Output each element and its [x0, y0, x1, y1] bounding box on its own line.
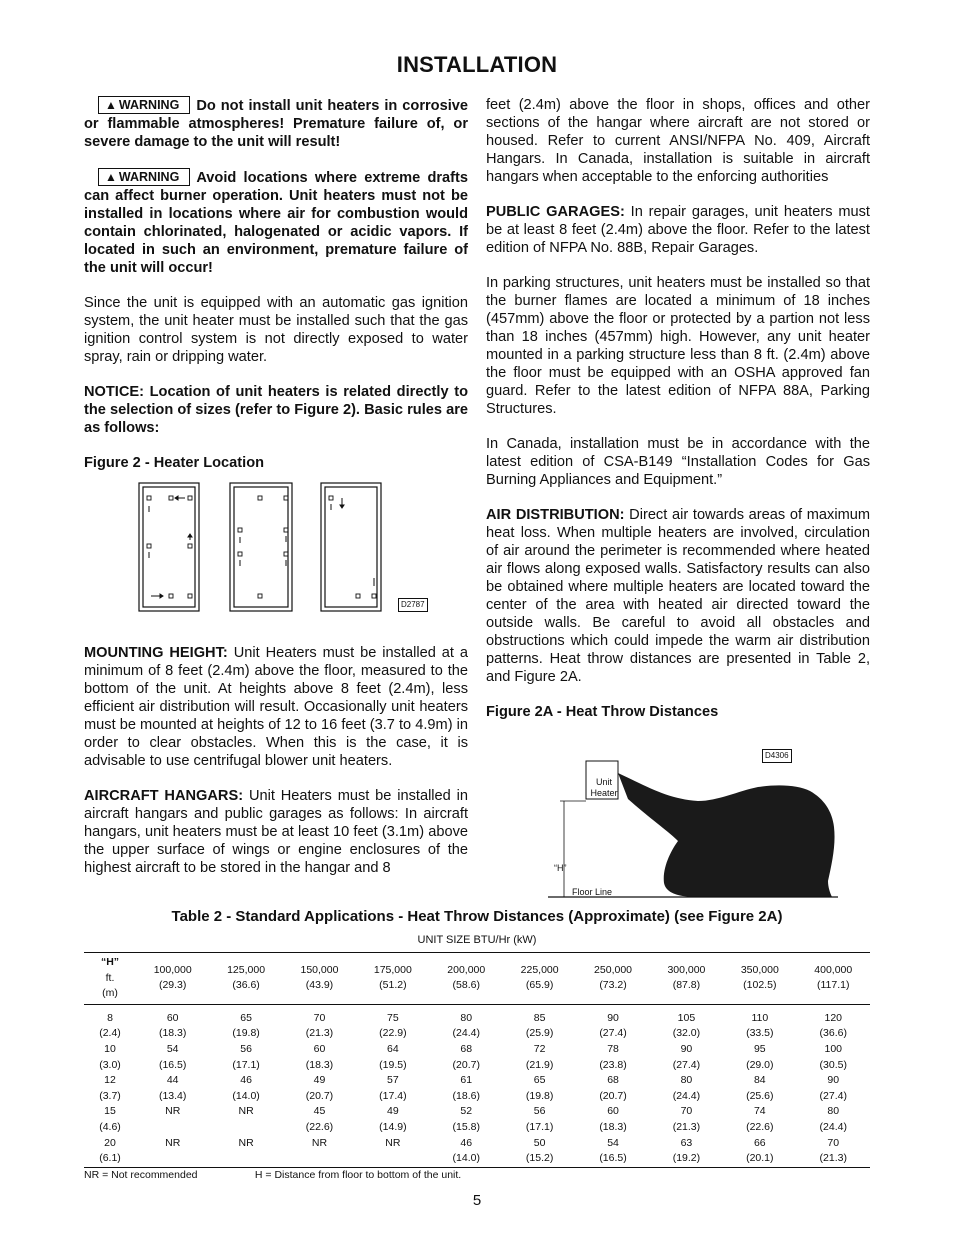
cell-distance-ft: NR	[238, 1136, 254, 1149]
canada-paragraph: In Canada, installation must be in accordance with the latest edition of CSA-B149 “Installation Codes for Gas Burning Appliances and Equipment.”	[486, 436, 870, 488]
table-row	[84, 1073, 870, 1089]
cell-distance-ft: 49	[313, 1074, 326, 1087]
warning-triangle-icon: ▲	[105, 170, 117, 184]
table-body	[84, 1004, 870, 1167]
cell-distance-ft: NR	[165, 1105, 181, 1118]
header-size: 200,000 (58.6)	[447, 963, 486, 992]
cell-distance-m: (22.6)	[305, 1120, 334, 1133]
table-row	[84, 1004, 870, 1026]
header-size: 250,000 (73.2)	[594, 963, 633, 992]
room-outline-1	[139, 483, 199, 611]
cell-distance-m: (24.4)	[819, 1120, 847, 1133]
table-subtitle: UNIT SIZE BTU/Hr (kW)	[417, 934, 537, 946]
note-nr: NR = Not recommended	[84, 1169, 198, 1181]
table-row-metric	[84, 1026, 870, 1042]
cell-distance-m: (14.9)	[379, 1120, 407, 1133]
table-row-metric	[84, 1089, 870, 1105]
cell-distance-ft: 56	[240, 1042, 252, 1055]
cell-distance-m: (20.7)	[305, 1089, 334, 1102]
table-row-metric	[84, 1120, 870, 1136]
cell-distance-ft: 60	[607, 1105, 619, 1118]
cell-distance-m: (18.3)	[599, 1120, 627, 1133]
cell-distance-m	[283, 1151, 356, 1167]
right-column	[486, 96, 870, 897]
cell-distance-ft: 64	[387, 1042, 399, 1055]
header-size: 125,000 (36.6)	[227, 963, 266, 992]
heat-throw-diagram	[538, 737, 858, 907]
heat-plume	[618, 773, 835, 897]
cell-distance-m: (18.3)	[305, 1058, 334, 1071]
header-size: 300,000 (87.8)	[667, 963, 706, 992]
cell-distance-m: (30.5)	[819, 1058, 847, 1071]
row-height-m: (3.0)	[99, 1058, 121, 1071]
cell-distance-m	[209, 1151, 282, 1167]
cell-distance-ft: 63	[680, 1136, 693, 1149]
cell-distance-ft: 46	[240, 1074, 252, 1087]
figure-2-heater-location	[84, 482, 468, 634]
warning-badge: ▲ WARNING	[98, 168, 190, 186]
cell-distance-ft: 72	[533, 1042, 546, 1055]
cell-distance-ft: 84	[753, 1074, 766, 1087]
cell-distance-m: (33.5)	[746, 1027, 774, 1040]
header-size: 350,000 (102.5)	[740, 963, 779, 992]
header-h: “H” ft. (m)	[100, 956, 120, 1000]
unit-heater-label: Unit Heater	[590, 777, 618, 798]
cell-distance-m: (17.4)	[379, 1089, 407, 1102]
warning-2-text: Avoid locations where extreme drafts can affect burner operation. Unit heaters must not be installed in locations where air for combustion would contain chlorinated, halogenated or acidic vapors. If located in such an environment, premature failure of the unit will occur!	[84, 170, 468, 276]
mounting-height-paragraph: MOUNTING HEIGHT: Unit Heaters must be installed at a minimum of 8 feet (2.4m) above the floor, measured to the bottom of the unit. At heights above 8 feet (2.4m), less efficient air distribution will result. Occasionally unit heaters must be mounted at heights of 12 to 16 feet (3.7 to 4.9m) in order to clear obstacles. When this is the case, it is advisable to use centrifugal blower unit heaters.	[84, 645, 468, 769]
cell-distance-m: (21.9)	[525, 1058, 554, 1071]
header-size: 150,000 (43.9)	[300, 963, 339, 992]
room-outline-3	[321, 483, 381, 611]
header-size: 100,000 (29.3)	[153, 963, 192, 992]
cell-distance-m: (25.6)	[746, 1089, 774, 1102]
cell-distance-m	[356, 1151, 429, 1167]
cell-distance-ft: 65	[533, 1074, 546, 1087]
room-inner-3	[325, 487, 377, 607]
cell-distance-ft: 70	[827, 1136, 840, 1149]
cell-distance-ft: 70	[680, 1105, 693, 1118]
notice-paragraph: NOTICE: Location of unit heaters is related directly to the selection of sizes (refer to Figure 2). Basic rules are as follows:	[84, 384, 468, 436]
cell-distance-ft: 70	[313, 1011, 326, 1024]
figure-2a-code: D4306	[762, 749, 792, 763]
header-size: 400,000 (117.1)	[814, 963, 853, 992]
figure-2a-caption: Figure 2A - Heat Throw Distances	[486, 704, 719, 720]
left-column	[84, 96, 468, 894]
cell-distance-ft: 95	[753, 1042, 766, 1055]
header-size: 225,000 (65.9)	[520, 963, 559, 992]
table-row	[84, 1104, 870, 1120]
table-notes	[84, 1169, 461, 1181]
cell-distance-ft: 56	[533, 1105, 546, 1118]
parking-paragraph: In parking structures, unit heaters must be installed so that the burner flames are located a minimum of 18 inches (457mm) above the floor or protected by a partion not less than 18 inches (457mm) high. However, any unit heater mounted in a parking structure less than 8 ft. (2.4m) above the floor must be equipped with an OSHA approved fan guard. Refer to the latest edition of NFPA 88A, Parking Structures.	[486, 275, 870, 417]
figure-2-caption: Figure 2 - Heater Location	[84, 455, 265, 471]
cell-distance-m	[136, 1120, 209, 1136]
floor-line-label: Floor Line	[572, 887, 613, 897]
cell-distance-m: (15.8)	[452, 1120, 480, 1133]
cell-distance-m: (19.8)	[525, 1089, 554, 1102]
table-title: Table 2 - Standard Applications - Heat Throw Distances (Approximate) (see Figure 2A)	[171, 908, 783, 925]
air-distribution-paragraph: AIR DISTRIBUTION: Direct air towards areas of maximum heat loss. When multiple heaters are involved, circulation of air around the perimeter is recommended where heated air flows along exposed walls. Satisfactory results can also be obtained where multiple heaters are located toward the center of the area with heated air directed toward the outside walls. Be careful to avoid all obstacles and obstructions which could impede the warm air distribution patterns. Heat throw distances are presented in Table 2, and Figure 2A.	[486, 507, 870, 685]
cell-distance-ft: 120	[824, 1011, 843, 1024]
page-title: INSTALLATION	[396, 52, 558, 77]
row-height-ft: 20	[104, 1136, 116, 1149]
warning-paragraph-2	[84, 168, 468, 277]
table-row-metric	[84, 1151, 870, 1167]
cell-distance-m: (15.2)	[525, 1152, 554, 1165]
cell-distance-ft: NR	[238, 1105, 254, 1118]
cell-distance-ft: 46	[460, 1136, 473, 1149]
cell-distance-m: (29.0)	[746, 1058, 774, 1071]
cell-distance-ft: 66	[753, 1136, 766, 1149]
cell-distance-ft: 74	[753, 1105, 766, 1118]
row-height-m: (2.4)	[99, 1027, 121, 1040]
header-size: 175,000 (51.2)	[373, 963, 412, 992]
aircraft-hangars-paragraph: AIRCRAFT HANGARS: Unit Heaters must be installed in aircraft hangars and public garages as follows: In aircraft hangars, unit heaters must be at least 10 feet (3.1m) above the upper surface of wings or engine enclosures of the highest aircraft to be stored in the hangar and 8	[84, 788, 468, 876]
cell-distance-m: (22.6)	[746, 1120, 774, 1133]
row-height-ft: 12	[104, 1074, 116, 1087]
cell-distance-ft: 85	[533, 1011, 546, 1024]
cell-distance-ft: 57	[387, 1074, 399, 1087]
cell-distance-m: (22.9)	[379, 1027, 407, 1040]
warning-triangle-icon: ▲	[105, 98, 117, 112]
warning-1-text: Do not install unit heaters in corrosive or flammable atmospheres! Premature failure of, or severe damage to the unit will result!	[84, 98, 468, 150]
cell-distance-m: (20.7)	[452, 1058, 480, 1071]
cell-distance-m: (36.6)	[819, 1027, 847, 1040]
cell-distance-m: (20.7)	[599, 1089, 627, 1102]
cell-distance-m	[136, 1151, 209, 1167]
cell-distance-ft: 80	[680, 1074, 693, 1087]
row-height-ft: 8	[107, 1011, 113, 1024]
cell-distance-m: (14.0)	[232, 1089, 260, 1102]
cell-distance-ft: 90	[680, 1042, 693, 1055]
cell-distance-m: (23.8)	[599, 1058, 627, 1071]
cell-distance-m	[209, 1120, 282, 1136]
figure-2-code: D2787	[398, 598, 428, 612]
row-height-m: (3.7)	[99, 1089, 121, 1102]
h-label: “H”	[554, 863, 567, 873]
cell-distance-m: (18.6)	[452, 1089, 480, 1102]
cell-distance-ft: 45	[313, 1105, 326, 1118]
cell-distance-m: (24.4)	[672, 1089, 701, 1102]
cell-distance-ft: 54	[166, 1042, 179, 1055]
cell-distance-ft: 80	[827, 1105, 840, 1118]
cell-distance-m: (16.5)	[599, 1152, 627, 1165]
table-row	[84, 1136, 870, 1152]
cell-distance-m: (13.4)	[158, 1089, 187, 1102]
cell-distance-ft: 49	[387, 1105, 399, 1118]
cell-distance-ft: 90	[827, 1074, 840, 1087]
cell-distance-m: (20.1)	[746, 1152, 774, 1165]
cell-distance-ft: 65	[240, 1011, 252, 1024]
cell-distance-ft: NR	[385, 1136, 401, 1149]
cell-distance-m: (24.4)	[452, 1027, 480, 1040]
cell-distance-m: (21.3)	[305, 1027, 334, 1040]
table-row	[84, 1042, 870, 1058]
cell-distance-m: (17.1)	[525, 1120, 554, 1133]
cell-distance-ft: 100	[824, 1042, 843, 1055]
table-row-metric	[84, 1058, 870, 1074]
cell-distance-ft: NR	[311, 1136, 328, 1149]
cell-distance-m: (27.4)	[819, 1089, 847, 1102]
cell-distance-ft: 80	[460, 1011, 473, 1024]
cell-distance-ft: 52	[460, 1105, 473, 1118]
cell-distance-m: (32.0)	[672, 1027, 701, 1040]
cell-distance-ft: 78	[607, 1042, 619, 1055]
cell-distance-ft: NR	[165, 1136, 181, 1149]
cell-distance-m: (21.3)	[672, 1120, 701, 1133]
figure-2a-heat-throw	[486, 731, 870, 897]
room-outline-2	[230, 483, 292, 611]
cell-distance-ft: 90	[607, 1011, 619, 1024]
table-header	[84, 953, 870, 1005]
cell-distance-ft: 44	[166, 1074, 179, 1087]
heat-throw-table	[84, 952, 870, 1168]
cell-distance-m: (14.0)	[452, 1152, 480, 1165]
cell-distance-ft: 60	[313, 1042, 326, 1055]
cell-distance-ft: 68	[607, 1074, 619, 1087]
cell-distance-ft: 110	[751, 1011, 769, 1024]
cell-distance-ft: 50	[533, 1136, 546, 1149]
row-height-m: (4.6)	[99, 1120, 121, 1133]
public-garages-paragraph: PUBLIC GARAGES: In repair garages, unit heaters must be at least 8 feet (2.4m) above the floor. Refer to the latest edition of NFPA No. 88B, Repair Garages.	[486, 204, 870, 256]
row-height-ft: 15	[104, 1105, 116, 1118]
cell-distance-m: (19.8)	[232, 1027, 260, 1040]
cell-distance-m: (18.3)	[158, 1027, 187, 1040]
cell-distance-m: (21.3)	[819, 1152, 847, 1165]
cell-distance-ft: 61	[460, 1074, 473, 1087]
warning-badge: ▲ WARNING	[98, 96, 190, 114]
cell-distance-m: (19.2)	[672, 1152, 701, 1165]
cell-distance-ft: 60	[166, 1011, 179, 1024]
cell-distance-ft: 54	[607, 1136, 619, 1149]
room-inner-2	[234, 487, 288, 607]
row-height-m: (6.1)	[99, 1152, 121, 1165]
hangar-continued-paragraph: feet (2.4m) above the floor in shops, offices and other sections of the hangar where aircraft are not stored or housed. Refer to current ANSI/NFPA No. 409, Aircraft Hangars. In Canada, installation is suitable in aircraft hangars when acceptable to the enforcing authorities	[486, 97, 870, 185]
cell-distance-m: (27.4)	[672, 1058, 701, 1071]
row-height-ft: 10	[104, 1042, 116, 1055]
cell-distance-m: (27.4)	[599, 1027, 627, 1040]
cell-distance-ft: 105	[677, 1011, 696, 1024]
warning-paragraph-1	[84, 96, 468, 151]
page-number: 5	[472, 1192, 482, 1209]
cell-distance-m: (25.9)	[525, 1027, 554, 1040]
ignition-paragraph: Since the unit is equipped with an automatic gas ignition system, the unit heater must be installed such that the gas ignition control system is not directly exposed to water spray, rain or dripping water.	[84, 295, 468, 365]
cell-distance-m: (16.5)	[158, 1058, 187, 1071]
note-h: H = Distance from floor to bottom of the unit.	[254, 1169, 462, 1181]
cell-distance-ft: 68	[460, 1042, 473, 1055]
heater-location-diagram	[138, 482, 438, 617]
cell-distance-m: (17.1)	[232, 1058, 260, 1071]
cell-distance-m: (19.5)	[379, 1058, 407, 1071]
cell-distance-ft: 75	[387, 1011, 399, 1024]
